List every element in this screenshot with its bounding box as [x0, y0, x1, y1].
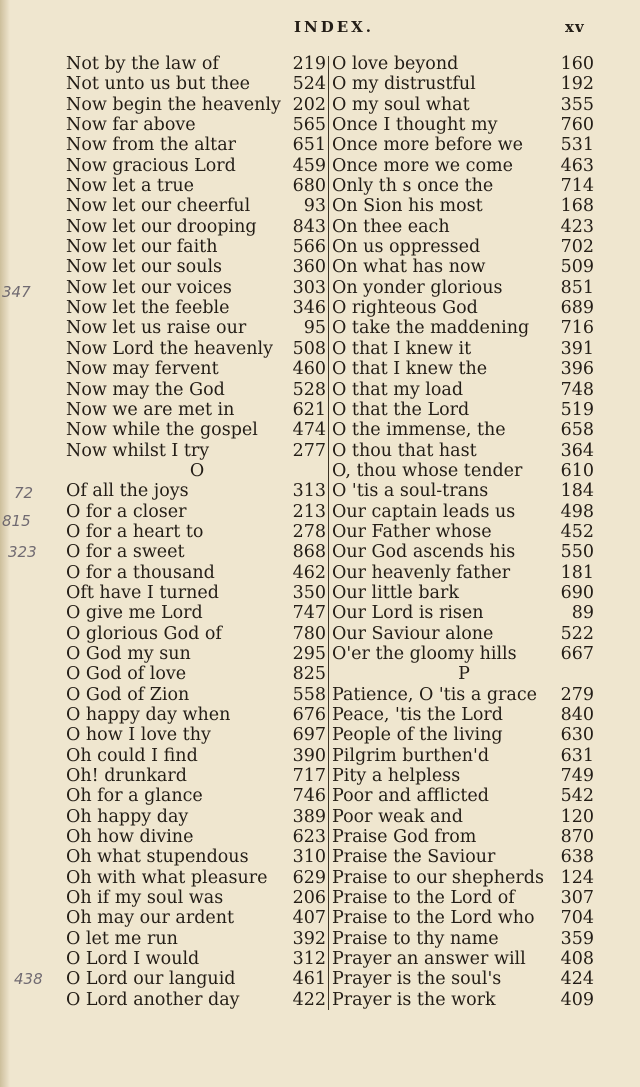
hymn-number: 704 [560, 908, 594, 929]
hymn-number: 749 [560, 766, 594, 787]
left-index-column [66, 54, 328, 1010]
hymn-first-line: Oh with what pleasure [66, 867, 268, 888]
hymn-first-line: O that I knew it [332, 338, 472, 359]
hymn-number: 621 [292, 399, 326, 420]
index-entry [332, 217, 596, 237]
page-number: xv [565, 18, 585, 36]
hymn-number: 307 [560, 888, 594, 909]
index-entry [332, 929, 596, 949]
hymn-first-line: Oh for a glance [66, 786, 203, 807]
index-entry [332, 827, 596, 847]
index-entry [332, 196, 596, 216]
hymn-number: 676 [292, 705, 326, 725]
margin-note: 815 [2, 512, 31, 530]
index-entry [332, 400, 596, 420]
hymn-first-line: Once more we come [332, 155, 513, 176]
hymn-first-line: O that my load [332, 379, 464, 400]
index-entry [332, 257, 596, 277]
index-entry [66, 868, 328, 888]
index-entry [332, 156, 596, 176]
hymn-first-line: Peace, 'tis the Lord [332, 705, 503, 725]
hymn-number: 312 [292, 949, 326, 970]
hymn-first-line: Prayer is the work [332, 989, 496, 1010]
hymn-number: 690 [560, 582, 594, 603]
hymn-number: 868 [292, 542, 326, 563]
hymn-first-line: Praise God from [332, 827, 477, 848]
margin-note: 323 [8, 543, 37, 561]
hymn-first-line: Now gracious Lord [66, 155, 236, 176]
index-entry [332, 237, 596, 257]
hymn-number: 184 [560, 481, 594, 502]
hymn-number: 168 [560, 196, 594, 217]
hymn-number: 462 [292, 562, 326, 583]
index-entry [332, 685, 596, 705]
margin-note: 72 [14, 484, 34, 502]
index-entry [332, 461, 596, 481]
hymn-number: 350 [292, 582, 326, 603]
hymn-first-line: O glorious God of [66, 623, 222, 644]
index-entry [332, 95, 596, 115]
hymn-number: 202 [292, 94, 326, 115]
index-entry [66, 563, 328, 583]
hymn-first-line: Pity a helpless [332, 766, 461, 787]
index-entry [332, 298, 596, 318]
hymn-first-line: Pilgrim burthen'd [332, 745, 490, 766]
index-entry [332, 176, 596, 196]
hymn-first-line: Oh happy day [66, 806, 189, 827]
hymn-first-line: Now let our drooping [66, 216, 257, 237]
hymn-first-line: Our Saviour alone [332, 623, 494, 644]
hymn-number: 630 [560, 725, 594, 746]
hymn-first-line: Praise to thy name [332, 928, 499, 949]
hymn-number: 760 [560, 115, 594, 136]
index-entry [66, 318, 328, 338]
hymn-first-line: Now let our faith [66, 237, 218, 258]
hymn-number: 702 [560, 237, 594, 258]
hymn-number: 277 [292, 440, 326, 461]
hymn-number: 279 [560, 684, 594, 705]
index-entry [66, 847, 328, 867]
hymn-number: 160 [560, 54, 594, 74]
index-entry [66, 298, 328, 318]
hymn-first-line: Now let us raise our [66, 318, 247, 339]
hymn-number: 748 [560, 379, 594, 400]
index-entry [332, 908, 596, 928]
index-entry [332, 868, 596, 888]
index-entry [332, 563, 596, 583]
index-entry [66, 54, 328, 74]
index-entry [66, 583, 328, 603]
hymn-first-line: Now while the gospel [66, 420, 258, 441]
index-entry [66, 644, 328, 664]
hymn-first-line: Praise to our shepherds [332, 867, 544, 888]
hymn-number: 460 [292, 359, 326, 380]
index-entry [66, 705, 328, 725]
hymn-first-line: Now begin the heavenly [66, 94, 281, 115]
hymn-first-line: O how I love thy [66, 725, 211, 746]
index-entry [332, 522, 596, 542]
hymn-first-line: Now let our cheerful [66, 196, 251, 217]
hymn-number: 452 [560, 521, 594, 542]
hymn-first-line: Poor weak and [332, 806, 463, 827]
hymn-number: 566 [292, 237, 326, 258]
hymn-first-line: O let me run [66, 928, 178, 949]
hymn-number: 120 [560, 806, 594, 827]
hymn-first-line: Now Lord the heavenly [66, 338, 273, 359]
index-entry [332, 969, 596, 989]
hymn-first-line: Oh if my soul was [66, 888, 224, 909]
index-entry [66, 95, 328, 115]
hymn-number: 638 [560, 847, 594, 868]
hymn-first-line: Not by the law of [66, 54, 219, 74]
hymn-first-line: O for a sweet [66, 542, 185, 563]
hymn-first-line: On yonder glorious [332, 277, 503, 298]
index-entry [66, 400, 328, 420]
hymn-number: 840 [560, 705, 594, 725]
hymn-first-line: O thou that hast [332, 440, 477, 461]
hymn-first-line: Our heavenly father [332, 562, 511, 583]
hymn-number: 213 [292, 501, 326, 522]
hymn-number: 498 [560, 501, 594, 522]
index-entry [66, 664, 328, 684]
hymn-first-line: O 'tis a soul-trans [332, 481, 489, 502]
hymn-number: 689 [560, 298, 594, 319]
hymn-number: 509 [560, 257, 594, 278]
hymn-number: 528 [292, 379, 326, 400]
index-entry [66, 725, 328, 745]
hymn-number: 746 [292, 786, 326, 807]
index-entry [66, 237, 328, 257]
hymn-number: 390 [292, 745, 326, 766]
index-entry [66, 969, 328, 989]
hymn-first-line: O righteous God [332, 298, 478, 319]
hymn-number: 519 [560, 399, 594, 420]
hymn-number: 124 [560, 867, 594, 888]
hymn-first-line: O for a heart to [66, 521, 204, 542]
hymn-first-line: On thee each [332, 216, 450, 237]
hymn-first-line: Once I thought my [332, 115, 498, 136]
hymn-first-line: O happy day when [66, 705, 231, 725]
hymn-first-line: O that the Lord [332, 399, 470, 420]
index-entry [332, 603, 596, 623]
hymn-number: 716 [560, 318, 594, 339]
hymn-first-line: Now let our souls [66, 257, 223, 278]
hymn-first-line: Patience, O 'tis a grace [332, 684, 538, 705]
index-entry [332, 847, 596, 867]
index-entry [332, 888, 596, 908]
index-entry [332, 786, 596, 806]
index-entry [332, 807, 596, 827]
index-entry [66, 196, 328, 216]
index-entry [332, 481, 596, 501]
hymn-first-line: Of all the joys [66, 481, 189, 502]
hymn-number: 459 [292, 155, 326, 176]
index-entry [66, 603, 328, 623]
margin-note: 438 [14, 970, 43, 988]
hymn-number: 714 [560, 176, 594, 197]
hymn-number: 93 [303, 196, 326, 217]
index-entry [332, 766, 596, 786]
hymn-first-line: O God of Zion [66, 684, 190, 705]
hymn-number: 313 [292, 481, 326, 502]
index-entry [66, 135, 328, 155]
hymn-first-line: Praise to the Lord who [332, 908, 535, 929]
hymn-number: 658 [560, 420, 594, 441]
index-entry [66, 359, 328, 379]
hymn-number: 360 [292, 257, 326, 278]
hymn-first-line: Oh! drunkard [66, 766, 187, 787]
section-letter: O [189, 460, 205, 481]
hymn-first-line: O love beyond [332, 54, 459, 74]
index-entry [332, 949, 596, 969]
hymn-first-line: Now whilst I try [66, 440, 210, 461]
hymn-first-line: On Sion his most [332, 196, 483, 217]
hymn-first-line: O, thou whose tender [332, 460, 523, 481]
index-entry [66, 257, 328, 277]
hymn-first-line: Oh how divine [66, 827, 194, 848]
hymn-first-line: Not unto us but thee [66, 74, 251, 95]
hymn-number: 359 [560, 928, 594, 949]
hymn-first-line: Oft have I turned [66, 582, 219, 603]
index-entry [332, 115, 596, 135]
hymn-number: 407 [292, 908, 326, 929]
index-title: INDEX. [294, 18, 375, 36]
hymn-first-line: Our little bark [332, 582, 459, 603]
hymn-first-line: On what has now [332, 257, 486, 278]
section-letter-heading [332, 664, 596, 684]
index-entry [332, 583, 596, 603]
hymn-number: 697 [292, 725, 326, 746]
index-entry [332, 54, 596, 74]
section-letter: P [458, 664, 470, 685]
index-entry [66, 746, 328, 766]
index-entry [332, 135, 596, 155]
hymn-number: 524 [292, 74, 326, 95]
index-entry [332, 359, 596, 379]
hymn-first-line: O the immense, the [332, 420, 506, 441]
hymn-number: 717 [292, 766, 326, 787]
index-entry [66, 522, 328, 542]
hymn-number: 870 [560, 827, 594, 848]
hymn-first-line: Praise the Saviour [332, 847, 496, 868]
index-entry [332, 74, 596, 94]
hymn-number: 565 [292, 115, 326, 136]
hymn-number: 391 [560, 338, 594, 359]
index-entry [66, 624, 328, 644]
index-entry [66, 888, 328, 908]
hymn-number: 424 [560, 969, 594, 990]
hymn-first-line: Our Lord is risen [332, 603, 484, 624]
hymn-number: 558 [292, 684, 326, 705]
index-entry [66, 380, 328, 400]
hymn-number: 364 [560, 440, 594, 461]
hymn-first-line: O God my sun [66, 643, 191, 664]
hymn-number: 680 [292, 176, 326, 197]
hymn-number: 531 [560, 135, 594, 156]
index-entry [66, 339, 328, 359]
hymn-number: 219 [292, 54, 326, 74]
index-entry [332, 725, 596, 745]
hymn-first-line: O God of love [66, 664, 187, 685]
hymn-number: 181 [560, 562, 594, 583]
hymn-first-line: Our Father whose [332, 521, 492, 542]
hymn-first-line: O for a closer [66, 501, 187, 522]
hymn-number: 651 [292, 135, 326, 156]
hymn-first-line: People of the living [332, 725, 503, 746]
hymn-first-line: Now may the God [66, 379, 225, 400]
index-entry [66, 74, 328, 94]
hymn-number: 522 [560, 623, 594, 644]
index-entry [66, 807, 328, 827]
index-entry [66, 908, 328, 928]
hymn-number: 389 [292, 806, 326, 827]
hymn-first-line: Poor and afflicted [332, 786, 489, 807]
hymn-first-line: O Lord our languid [66, 969, 236, 990]
index-entry [66, 929, 328, 949]
margin-note: 347 [2, 283, 31, 301]
hymn-number: 667 [560, 643, 594, 664]
hymn-number: 508 [292, 338, 326, 359]
hymn-number: 206 [292, 888, 326, 909]
index-entry [66, 217, 328, 237]
hymn-first-line: O for a thousand [66, 562, 215, 583]
hymn-number: 423 [560, 216, 594, 237]
index-entry [66, 278, 328, 298]
hymn-number: 825 [292, 664, 326, 685]
index-entry [66, 786, 328, 806]
index-entry [66, 685, 328, 705]
index-entry [66, 766, 328, 786]
hymn-first-line: O'er the gloomy hills [332, 643, 517, 664]
index-entry [66, 502, 328, 522]
hymn-first-line: Our captain leads us [332, 501, 516, 522]
hymn-number: 461 [292, 969, 326, 990]
hymn-first-line: Our God ascends his [332, 542, 516, 563]
hymn-number: 408 [560, 949, 594, 970]
index-entry [332, 420, 596, 440]
hymn-first-line: O that I knew the [332, 359, 488, 380]
hymn-number: 623 [292, 827, 326, 848]
index-entry [332, 278, 596, 298]
index-entry [332, 624, 596, 644]
hymn-first-line: O Lord I would [66, 949, 200, 970]
hymn-number: 192 [560, 74, 594, 95]
index-entry [332, 339, 596, 359]
hymn-first-line: On us oppressed [332, 237, 481, 258]
hymn-number: 851 [560, 277, 594, 298]
hymn-first-line: Now far above [66, 115, 196, 136]
index-entry [332, 380, 596, 400]
hymn-number: 95 [303, 318, 326, 339]
hymn-first-line: Prayer an answer will [332, 949, 526, 970]
index-entry [332, 502, 596, 522]
hymn-number: 295 [292, 643, 326, 664]
hymn-first-line: Praise to the Lord of [332, 888, 515, 909]
hymn-first-line: O give me Lord [66, 603, 203, 624]
hymn-number: 474 [292, 420, 326, 441]
hymn-number: 631 [560, 745, 594, 766]
index-entry [332, 705, 596, 725]
hymn-number: 346 [292, 298, 326, 319]
hymn-first-line: O Lord another day [66, 989, 240, 1010]
hymn-number: 610 [560, 460, 594, 481]
index-entry [332, 746, 596, 766]
hymn-first-line: Only th s once the [332, 176, 494, 197]
hymn-first-line: Now let our voices [66, 277, 232, 298]
hymn-number: 396 [560, 359, 594, 380]
hymn-first-line: Oh may our ardent [66, 908, 235, 929]
hymn-number: 542 [560, 786, 594, 807]
hymn-number: 89 [571, 603, 594, 624]
hymn-number: 310 [292, 847, 326, 868]
section-letter-heading [66, 461, 328, 481]
index-entry [66, 542, 328, 562]
hymn-first-line: Now we are met in [66, 399, 235, 420]
hymn-number: 392 [292, 928, 326, 949]
hymn-number: 409 [560, 989, 594, 1010]
index-entry [66, 420, 328, 440]
index-entry [332, 318, 596, 338]
index-entry [332, 644, 596, 664]
hymn-first-line: Oh could I find [66, 745, 198, 766]
index-entry [66, 827, 328, 847]
index-entry [66, 481, 328, 501]
hymn-number: 629 [292, 867, 326, 888]
page-header [0, 18, 640, 40]
index-entry [332, 441, 596, 461]
column-divider [328, 56, 329, 1010]
hymn-number: 747 [292, 603, 326, 624]
hymn-first-line: Now may fervent [66, 359, 219, 380]
hymn-number: 463 [560, 155, 594, 176]
index-entry [66, 115, 328, 135]
index-entry [332, 542, 596, 562]
hymn-first-line: Oh what stupendous [66, 847, 249, 868]
index-entry [66, 441, 328, 461]
hymn-first-line: Once more before we [332, 135, 523, 156]
hymn-first-line: Prayer is the soul's [332, 969, 502, 990]
index-entry [66, 949, 328, 969]
hymn-number: 843 [292, 216, 326, 237]
hymn-number: 550 [560, 542, 594, 563]
index-entry [332, 990, 596, 1010]
hymn-first-line: O take the maddening [332, 318, 530, 339]
index-entry [66, 990, 328, 1010]
hymn-number: 780 [292, 623, 326, 644]
hymn-first-line: O my distrustful [332, 74, 476, 95]
right-index-column [332, 54, 596, 1010]
hymn-number: 303 [292, 277, 326, 298]
index-entry [66, 156, 328, 176]
hymn-first-line: Now let a true [66, 176, 194, 197]
hymn-number: 355 [560, 94, 594, 115]
hymn-first-line: Now let the feeble [66, 298, 230, 319]
hymn-first-line: O my soul what [332, 94, 470, 115]
hymn-number: 278 [292, 521, 326, 542]
hymn-first-line: Now from the altar [66, 135, 237, 156]
index-entry [66, 176, 328, 196]
hymn-number: 422 [292, 989, 326, 1010]
